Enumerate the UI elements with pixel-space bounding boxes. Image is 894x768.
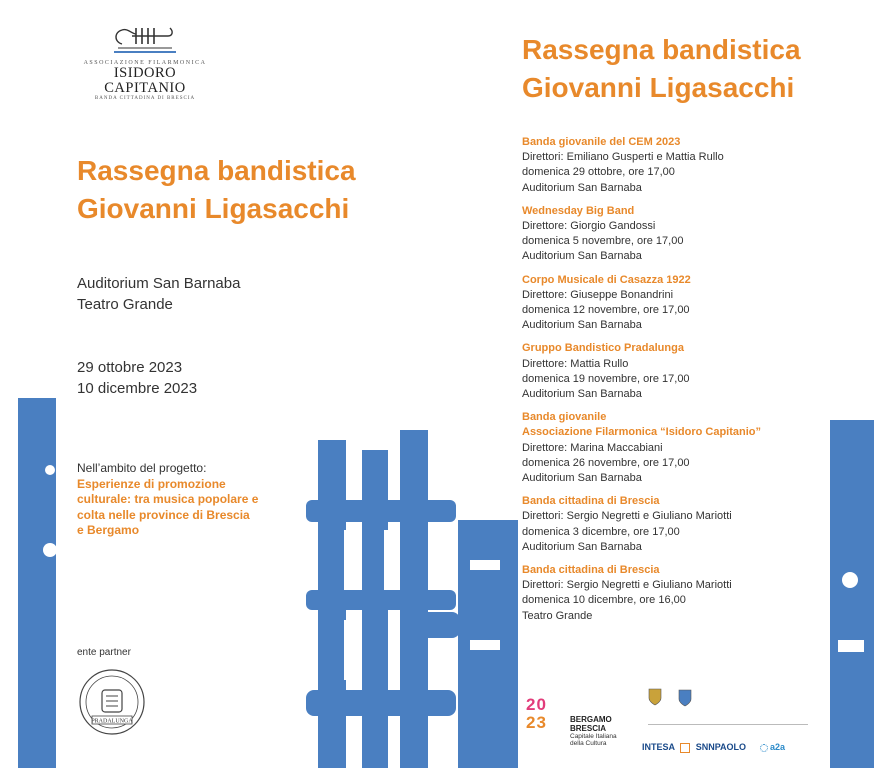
municipality-crest-icon (648, 688, 662, 706)
project-line: Esperienze di promozione (77, 476, 226, 491)
event-line: Direttori: Sergio Negretti e Giuliano Mariotti (522, 579, 732, 592)
project-intro: Nell’ambito del progetto: (77, 461, 207, 475)
footer-logos (522, 688, 812, 758)
event-line: Direttori: Sergio Negretti e Giuliano Mariotti (522, 510, 732, 523)
mid-right-instrument-silhouette (458, 520, 518, 768)
event-item (522, 204, 822, 265)
event-line: domenica 29 ottobre, ore 17,00 (522, 166, 675, 179)
partner-seal-text: PRADALUNGA (91, 718, 133, 725)
date-item: 10 dicembre 2023 (77, 380, 198, 397)
project-line: culturale: tra musica popolare e (77, 492, 259, 506)
a2a-icon (760, 744, 768, 752)
logo-digits-bottom: 23 (526, 713, 547, 732)
event-item (522, 410, 822, 486)
left-title (77, 152, 356, 228)
logo-tiny-label: BANDA CITTADINA DI BRESCIA (94, 96, 196, 101)
right-title (522, 31, 801, 107)
capital-culture-logo (526, 695, 636, 748)
venue-item: Teatro Grande (77, 296, 173, 313)
left-venues (77, 273, 240, 315)
province-crest-icon (678, 688, 692, 708)
left-dates (77, 357, 197, 399)
event-item (522, 563, 822, 624)
capital-line2: della Cultura (570, 740, 607, 747)
logo-digits-top: 20 (526, 695, 547, 714)
logo-name: ISIDORO CAPITANIO (104, 65, 186, 96)
event-title: Banda cittadina di Brescia (522, 564, 660, 577)
event-line: domenica 10 dicembre, ore 16,00 (522, 594, 686, 607)
event-title: Banda giovanile (522, 411, 607, 424)
event-line: Auditorium San Barnaba (522, 319, 642, 332)
event-line: domenica 5 novembre, ore 17,00 (522, 235, 684, 248)
project-block (77, 461, 258, 539)
event-item (522, 341, 822, 402)
right-title-line1: Rassegna bandistica (522, 34, 801, 65)
event-item (522, 494, 822, 555)
event-line: domenica 19 novembre, ore 17,00 (522, 372, 690, 385)
event-line: Direttore: Giorgio Gandossi (522, 220, 656, 233)
logo-small-label: ASSOCIAZIONE FILARMONICA (83, 60, 207, 66)
center-valves-silhouette (306, 430, 460, 768)
project-line: colta nelle province di Brescia (77, 507, 250, 522)
sponsor-a2a: a2a (760, 742, 785, 752)
right-horn-silhouette (830, 420, 874, 768)
left-title-line2: Giovanni Ligasacchi (77, 193, 350, 224)
sponsor-intesa: INTESA SNNPAOLO (642, 742, 747, 752)
event-title: Banda cittadina di Brescia (522, 495, 660, 508)
event-line: Auditorium San Barnaba (522, 472, 642, 485)
venue-item: Auditorium San Barnaba (77, 275, 241, 292)
left-title-line1: Rassegna bandistica (77, 155, 356, 186)
event-title: Corpo Musicale di Casazza 1922 (522, 273, 691, 286)
event-title: Banda giovanile del CEM 2023 (522, 136, 681, 148)
event-line: domenica 26 novembre, ore 17,00 (522, 456, 690, 469)
event-title: Gruppo Bandistico Pradalunga (522, 342, 684, 355)
event-line: Auditorium San Barnaba (522, 388, 642, 401)
event-line: Auditorium San Barnaba (522, 250, 642, 263)
event-line: Teatro Grande (522, 609, 593, 622)
event-item (522, 273, 822, 334)
association-logo (75, 22, 215, 101)
sponsor-intesa-mark-icon (680, 743, 690, 753)
event-line: domenica 12 novembre, ore 17,00 (522, 304, 690, 317)
event-line: Direttore: Marina Maccabiani (522, 441, 663, 454)
partner-seal-logo (78, 668, 146, 736)
event-line: domenica 3 dicembre, ore 17,00 (522, 525, 680, 538)
trumpet-logo-icon (110, 22, 180, 56)
left-horn-silhouette (18, 398, 57, 768)
events-list (522, 135, 822, 632)
footer-divider (648, 724, 808, 725)
capital-line1: Capitale Italiana (570, 733, 617, 740)
city-brescia: BRESCIA (570, 724, 607, 733)
event-line: Direttori: Emiliano Gusperti e Mattia Rullo (522, 151, 724, 164)
event-title: Associazione Filarmonica “Isidoro Capitanio” (522, 426, 761, 439)
right-title-line2: Giovanni Ligasacchi (522, 72, 795, 103)
event-line: Auditorium San Barnaba (522, 540, 642, 553)
city-bergamo: BERGAMO (570, 715, 612, 724)
event-item (522, 135, 822, 196)
partner-label: ente partner (77, 647, 131, 658)
project-line: e Bergamo (77, 523, 140, 537)
event-line: Direttore: Mattia Rullo (522, 357, 629, 370)
event-line: Direttore: Giuseppe Bonandrini (522, 288, 674, 301)
event-line: Auditorium San Barnaba (522, 181, 642, 194)
date-item: 29 ottobre 2023 (77, 359, 183, 376)
event-title: Wednesday Big Band (522, 204, 635, 217)
